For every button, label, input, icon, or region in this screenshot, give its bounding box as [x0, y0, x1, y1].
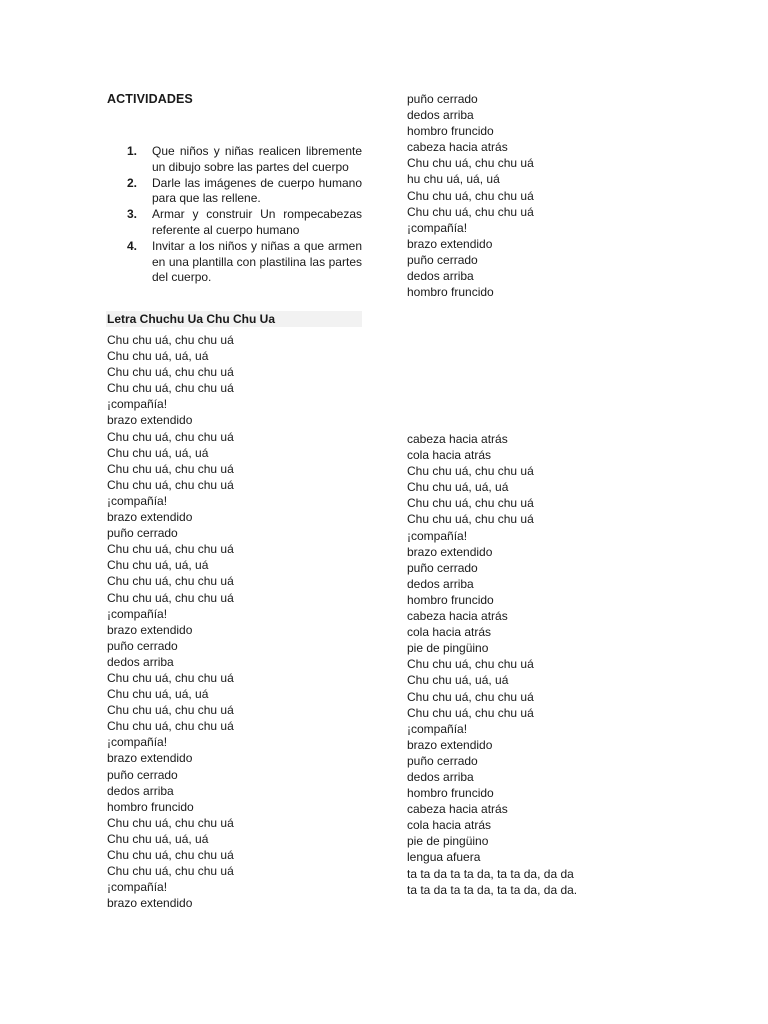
activity-item: [107, 207, 362, 239]
lyric-line: ¡compañía!: [107, 606, 168, 621]
lyric-line: ta ta da ta ta da, ta ta da, da da.: [407, 882, 578, 897]
lyric-line: Chu chu uá, chu chu uá: [407, 689, 534, 704]
lyric-line: Chu chu uá, uá, uá: [107, 445, 209, 460]
activity-text: Armar y construir Un rompecabezas referente al cuerpo humano: [152, 207, 362, 237]
lyrics-column-left: [107, 332, 234, 911]
lyric-line: puño cerrado: [107, 767, 178, 782]
lyric-line: puño cerrado: [107, 526, 178, 541]
lyric-line: Chu chu uá, chu chu uá: [107, 477, 234, 492]
lyric-line: brazo extendido: [107, 413, 193, 428]
lyric-line: puño cerrado: [407, 92, 478, 106]
lyric-line: hombro fruncido: [407, 592, 494, 607]
lyric-line: pie de pingüino: [407, 641, 489, 656]
activities-list: [107, 144, 362, 286]
lyric-line: ¡compañía!: [407, 721, 468, 736]
lyric-line: Chu chu uá, chu chu uá: [407, 512, 534, 527]
lyric-line: Chu chu uá, uá, uá: [407, 480, 509, 495]
lyric-line: Chu chu uá, chu chu uá: [407, 705, 534, 720]
lyric-line: brazo extendido: [407, 236, 493, 251]
lyric-line: Chu chu uá, chu chu uá: [107, 590, 234, 605]
activities-heading: ACTIVIDADES: [107, 92, 193, 106]
lyric-line: ¡compañía!: [407, 528, 468, 543]
activity-item: [107, 239, 362, 286]
lyric-line: brazo extendido: [107, 510, 193, 525]
lyric-line: Chu chu uá, chu chu uá: [407, 156, 534, 171]
lyric-line: Chu chu uá, chu chu uá: [107, 574, 234, 589]
lyric-line: puño cerrado: [407, 252, 478, 267]
activity-number: 2.: [127, 175, 138, 190]
lyric-line: Chu chu uá, chu chu uá: [107, 461, 234, 476]
lyric-line: dedos arriba: [407, 769, 474, 784]
activity-number: 3.: [127, 207, 138, 222]
lyric-line: puño cerrado: [107, 638, 178, 653]
lyric-line: Chu chu uá, chu chu uá: [107, 365, 234, 380]
lyric-line: dedos arriba: [407, 269, 474, 284]
activity-item: [107, 176, 362, 208]
lyric-line: Chu chu uá, uá, uá: [107, 349, 209, 364]
lyric-line: ta ta da ta ta da, ta ta da, da da: [407, 866, 574, 881]
lyric-line: dedos arriba: [407, 108, 474, 123]
lyric-line: cola hacia atrás: [407, 818, 492, 833]
lyric-line: Chu chu uá, chu chu uá: [107, 670, 234, 685]
lyric-line: Chu chu uá, chu chu uá: [407, 496, 534, 511]
activity-number: 4.: [127, 238, 138, 253]
activity-text: Invitar a los niños y niñas a que armen en una plantilla con plastilina las partes del cuerpo.: [152, 238, 362, 285]
lyric-line: ¡compañía!: [107, 397, 168, 412]
lyric-line: Chu chu uá, chu chu uá: [407, 464, 534, 479]
lyric-line: puño cerrado: [407, 753, 478, 768]
lyric-line: Chu chu uá, chu chu uá: [107, 848, 234, 862]
activity-text: Darle las imágenes de cuerpo humano para que las rellene.: [152, 175, 362, 206]
lyric-line: brazo extendido: [107, 751, 193, 766]
lyric-line: ¡compañía!: [107, 880, 168, 895]
activity-text: Que niños y niñas realicen libremente un dibujo sobre las partes del cuerpo: [152, 144, 362, 174]
lyric-line: Chu chu uá, chu chu uá: [107, 542, 234, 557]
lyrics-column-right-top: [407, 91, 534, 300]
lyric-line: hombro fruncido: [407, 124, 494, 139]
lyric-line: dedos arriba: [107, 654, 174, 669]
lyric-line: dedos arriba: [407, 576, 474, 591]
lyric-line: Chu chu uá, chu chu uá: [107, 429, 234, 444]
lyric-line: cabeza hacia atrás: [407, 609, 508, 624]
lyric-line: Chu chu uá, uá, uá: [107, 687, 209, 702]
lyric-line: hombro fruncido: [407, 285, 494, 300]
lyric-line: Chu chu uá, chu chu uá: [107, 703, 234, 718]
lyric-line: brazo extendido: [407, 544, 493, 559]
lyric-line: Chu chu uá, chu chu uá: [407, 657, 534, 672]
lyric-line: ¡compañía!: [407, 220, 468, 235]
lyric-line: brazo extendido: [407, 737, 493, 752]
lyric-line: brazo extendido: [107, 896, 193, 911]
song-title: Letra Chuchu Ua Chu Chu Ua: [106, 311, 362, 327]
lyric-line: cola hacia atrás: [407, 625, 492, 640]
lyric-line: Chu chu uá, chu chu uá: [407, 188, 534, 203]
lyric-line: Chu chu uá, uá, uá: [107, 558, 209, 573]
lyric-line: Chu chu uá, chu chu uá: [107, 815, 234, 830]
lyrics-column-right-bottom: [407, 431, 577, 898]
lyric-line: hombro fruncido: [107, 799, 194, 814]
lyric-line: ¡compañía!: [107, 493, 168, 508]
lyric-line: Chu chu uá, uá, uá: [407, 673, 509, 688]
lyric-line: cabeza hacia atrás: [407, 140, 508, 155]
lyric-line: ¡compañía!: [107, 735, 168, 750]
lyric-line: Chu chu uá, chu chu uá: [107, 381, 234, 396]
lyric-line: hombro fruncido: [407, 786, 494, 801]
lyric-line: Chu chu uá, chu chu uá: [107, 719, 234, 734]
lyric-line: cola hacia atrás: [407, 448, 492, 463]
lyric-line: cabeza hacia atrás: [407, 802, 508, 817]
activity-number: 1.: [127, 144, 138, 158]
lyric-line: Chu chu uá, chu chu uá: [407, 204, 534, 219]
lyric-line: brazo extendido: [107, 622, 193, 637]
lyric-line: pie de pingüino: [407, 834, 489, 849]
lyric-line: Chu chu uá, chu chu uá: [107, 333, 234, 347]
lyric-line: cabeza hacia atrás: [407, 432, 508, 446]
lyric-line: Chu chu uá, uá, uá: [107, 831, 209, 846]
lyric-line: Chu chu uá, chu chu uá: [107, 864, 234, 879]
lyric-line: dedos arriba: [107, 783, 174, 798]
lyric-line: puño cerrado: [407, 560, 478, 575]
activity-item: [107, 144, 362, 176]
lyric-line: hu chu uá, uá, uá: [407, 172, 500, 187]
lyric-line: lengua afuera: [407, 850, 481, 865]
